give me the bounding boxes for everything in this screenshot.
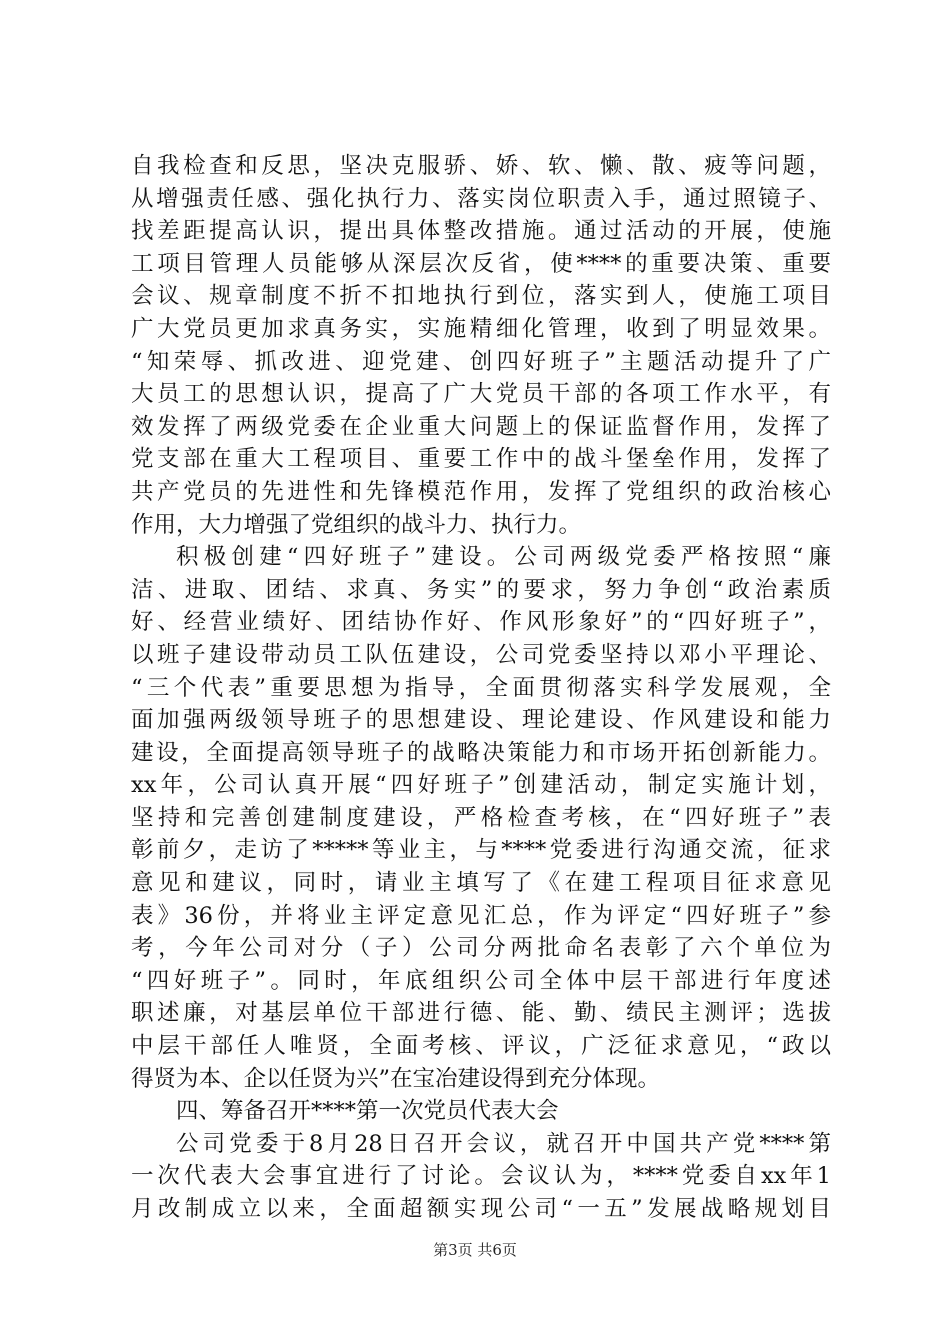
text-line: 作用，大力增强了党组织的战斗力、执行力。 <box>131 511 582 538</box>
text-line: 自我检查和反思，坚决克服骄、娇、软、懒、散、疲等问题， <box>131 153 831 179</box>
text-line: 公司党委于8月28日召开会议，就召开中国共产党****第 <box>176 1130 831 1157</box>
text-line: 大员工的思想认识，提高了广大党员干部的各项工作水平，有 <box>131 381 831 408</box>
text-line: “三个代表”重要思想为指导，全面贯彻落实科学发展观，全 <box>131 674 831 701</box>
text-line: 效发挥了两级党委在企业重大问题上的保证监督作用，发挥了 <box>131 413 831 440</box>
text-line: 党支部在重大工程项目、重要工作中的战斗堡垒作用，发挥了 <box>131 446 831 473</box>
text-line: 找差距提高认识，提出具体整改措施。通过活动的开展，使施 <box>131 218 831 245</box>
text-line: 得贤为本、企以任贤为兴”在宝冶建设得到充分体现。 <box>131 1065 661 1092</box>
text-line: 面加强两级领导班子的思想建设、理论建设、作风建设和能力 <box>131 707 831 734</box>
page-number-footer: 第3页 共6页 <box>433 1241 517 1259</box>
text-line: 坚持和完善创建制度建设，严格检查考核，在“四好班子”表 <box>131 804 831 831</box>
text-line: 月改制成立以来，全面超额实现公司“一五”发展战略规划目 <box>131 1196 831 1222</box>
text-line: 会议、规章制度不折不扣地执行到位，落实到人，使施工项目 <box>131 283 831 310</box>
text-line: 广大党员更加求真务实，实施精细化管理，收到了明显效果。 <box>131 315 831 342</box>
text-line: 考，今年公司对分（子）公司分两批命名表彰了六个单位为 <box>131 935 831 962</box>
section-heading: 四、筹备召开****第一次党员代表大会 <box>176 1098 559 1125</box>
text-line: xx年，公司认真开展“四好班子”创建活动，制定实施计划， <box>131 772 831 799</box>
text-line: 中层干部任人唯贤，全面考核、评议，广泛征求意见，“政以 <box>131 1033 831 1060</box>
text-line: 表》36份，并将业主评定意见汇总，作为评定“四好班子”参 <box>131 902 831 929</box>
text-line: 从增强责任感、强化执行力、落实岗位职责入手，通过照镜子、 <box>131 185 831 212</box>
text-line: 以班子建设带动员工队伍建设，公司党委坚持以邓小平理论、 <box>131 641 831 668</box>
text-line: 建设，全面提高领导班子的战略决策能力和市场开拓创新能力。 <box>131 739 831 766</box>
body-text <box>131 150 831 1226</box>
text-line: 一次代表大会事宜进行了讨论。会议认为，****党委自xx年1 <box>131 1163 831 1190</box>
text-line: “四好班子”。同时，年底组织公司全体中层干部进行年度述 <box>131 967 831 994</box>
text-line: 洁、进取、团结、求真、务实”的要求，努力争创“政治素质 <box>131 576 831 603</box>
text-line: 工项目管理人员能够从深层次反省，使****的重要决策、重要 <box>131 250 831 277</box>
text-line: 积极创建“四好班子”建设。公司两级党委严格按照“廉 <box>176 544 831 571</box>
text-line: 意见和建议，同时，请业主填写了《在建工程项目征求意见 <box>131 870 831 897</box>
text-line: 好、经营业绩好、团结协作好、作风形象好”的“四好班子”， <box>131 609 831 636</box>
text-line: 彰前夕，走访了*****等业主，与****党委进行沟通交流，征求 <box>131 837 831 864</box>
text-line: 职述廉，对基层单位干部进行德、能、勤、绩民主测评；选拔 <box>131 1000 831 1027</box>
text-line: 共产党员的先进性和先锋模范作用，发挥了党组织的政治核心 <box>131 478 831 505</box>
text-line: “知荣辱、抓改进、迎党建、创四好班子”主题活动提升了广 <box>131 348 831 375</box>
